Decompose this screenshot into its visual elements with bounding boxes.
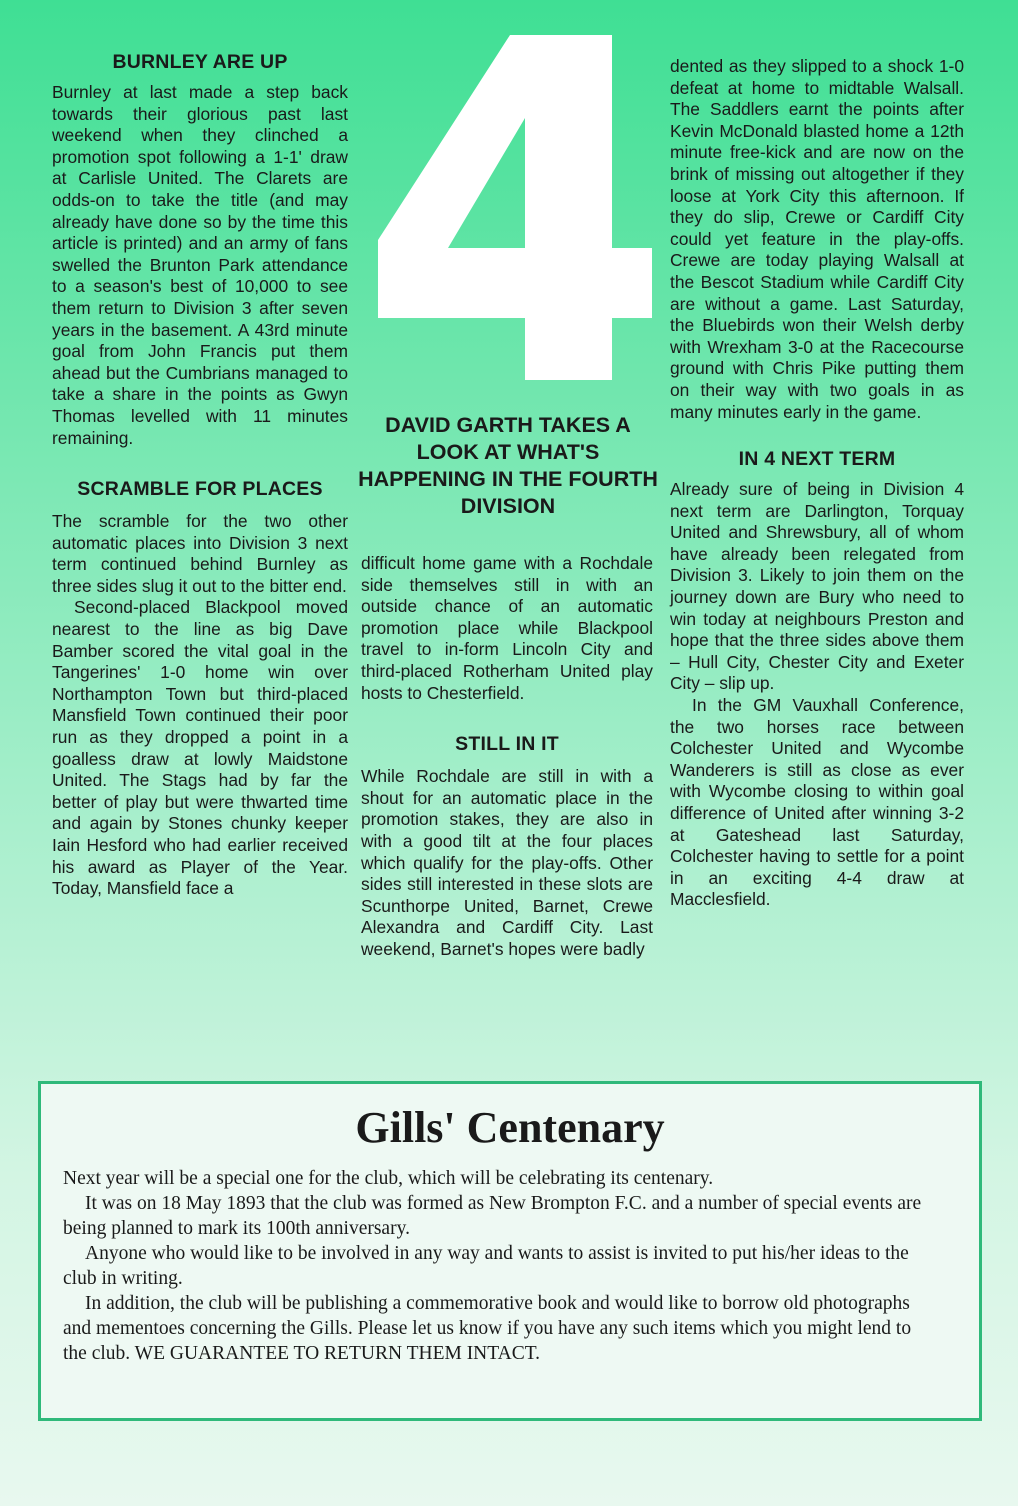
feature-number-graphic <box>360 0 660 400</box>
paragraph-right-top: dented as they slipped to a shock 1-0 defeat at home to midtable Walsall. The Saddlers earnt the points after Kevin McDonald blasted home a 12th minute free-kick and are now on the brink of missing out altogether if they loose at York City this afternoon. If they do slip, Crewe or Cardiff City could yet feature in the play-offs. Crewe are today playing Walsall at the Bescot Stadium while Cardiff City are without a game. Last Saturday, the Bluebirds won their Welsh derby with Wrexham 3-0 at the Racecourse ground with Chris Pike putting them on their way with two goals in as many minutes early in the game. <box>670 56 964 422</box>
centenary-body <box>63 1166 939 1366</box>
heading-still-in-it: STILL IN IT <box>455 733 559 756</box>
centenary-paragraph-1: Next year will be a special one for the club, which will be celebrating its centenary. <box>63 1168 714 1189</box>
heading-next-term: IN 4 NEXT TERM <box>738 448 896 471</box>
heading-scramble: SCRAMBLE FOR PLACES <box>77 478 323 501</box>
centenary-paragraph-4: In addition, the club will be publishing a commemorative book and would like to borrow old photographs and mementoes concerning the Gills. Please let us know if you have any such items which you might lend to the club. WE GUARANTEE TO RETURN THEM INTACT. <box>63 1293 912 1364</box>
paragraph-next-term-2: In the GM Vauxhall Conference, the two horses race between Colchester United and Wycombe Wanderers is still as close as ever with Wycombe closing to within goal difference of United after winning 3-2 at Gateshead last Saturday, Colchester having to settle for a point in an exciting 4-4 draw at Macclesfield. <box>670 695 964 910</box>
centenary-paragraph-3: Anyone who would like to be involved in any way and wants to assist is invited to put his/her ideas to the club in writing. <box>63 1243 909 1289</box>
paragraph-still-in-it: While Rochdale are still in with a shout for an automatic place in the promotion stakes, they are also in with a good tilt at the four places which qualify for the play-offs. Other sides still interested in these slots are Scunthorpe United, Barnet, Crewe Alexandra and Cardiff City. Last weekend, Barnet's hopes were badly <box>361 766 653 959</box>
centenary-title: Gills' Centenary <box>355 1103 665 1152</box>
centenary-box <box>38 1081 982 1421</box>
paragraph-burnley: Burnley at last made a step back towards their glorious past last weekend when they clinched a promotion spot following a 1-1' draw at Carlisle United. The Clarets are odds-on to take the title (and may already have done so by the time this article is printed) and an army of fans swelled the Brunton Park attendance to a season's best of 10,000 to see them return to Division 3 after seven years in the basement. A 43rd minute goal from John Francis put them ahead but the Cumbrians managed to take a share in the points as Gwyn Thomas levelled with 11 minutes remaining. <box>52 82 348 448</box>
centenary-paragraph-2: It was on 18 May 1893 that the club was formed as New Brompton F.C. and a number of special events are being planned to mark its 100th anniversary. <box>63 1193 922 1239</box>
middle-column <box>361 553 653 961</box>
paragraph-next-term-1: Already sure of being in Division 4 next term are Darlington, Torquay United and Shrewsbury, all of whom have already been relegated from Division 3. Likely to join them on the journey down are Bury who need to win today at neighbours Preston and hope that the three sides above them – Hull City, Chester City and Exeter City – slip up. <box>670 479 964 694</box>
paragraph-scramble-3: difficult home game with a Rochdale side themselves still in with an outside chance of an automatic promotion place while Blackpool travel to in-form Lincoln City and third-placed Rotherham United play hosts to Chesterfield. <box>361 553 653 703</box>
heading-burnley: BURNLEY ARE UP <box>112 51 288 73</box>
paragraph-scramble-1: The scramble for the two other automatic places into Division 3 next term continued behind Burnley as three sides slug it out to the bitter end. <box>52 511 348 596</box>
right-column <box>670 56 964 911</box>
number-four-graphic <box>360 0 660 400</box>
feature-byline: DAVID GARTH TAKES A LOOK AT WHAT'S HAPPENING IN THE FOURTH DIVISION <box>358 413 658 518</box>
paragraph-scramble-2: Second-placed Blackpool moved nearest to the line as big Dave Bamber scored the vital goal in the Tangerines' 1-0 home win over Northampton Town but third-placed Mansfield Town continued their poor run as they dropped a point in a goalless draw at lowly Maidstone United. The Stags had by far the better of play but were thwarted time and again by Stones chunky keeper Iain Hesford who had earlier received his award as Player of the Year. Today, Mansfield face a <box>52 597 348 899</box>
left-column <box>52 50 348 900</box>
